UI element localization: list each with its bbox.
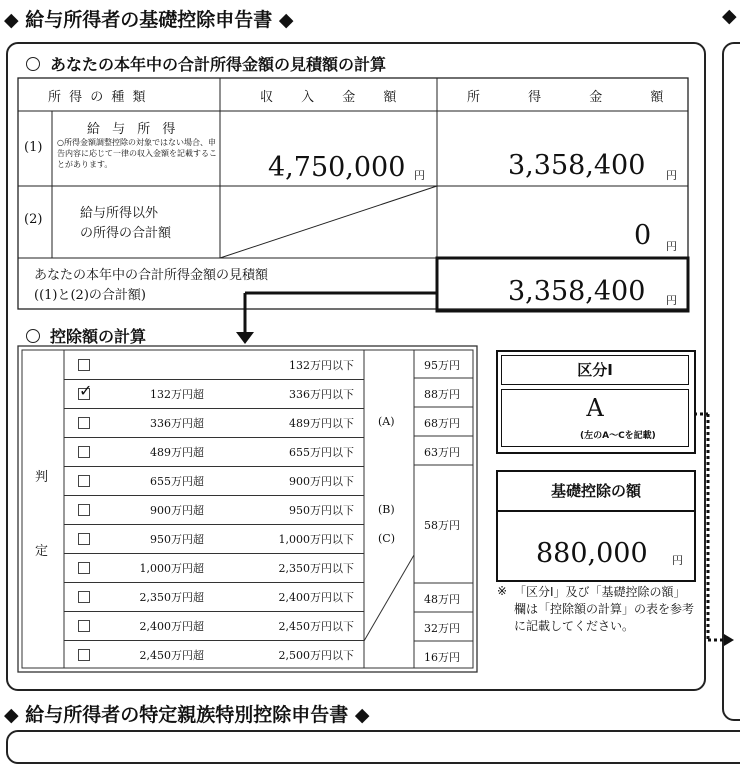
total-label: あなたの本年中の合計所得金額の見積額: [34, 268, 269, 283]
bracket-to: 2,450万円以下: [278, 620, 354, 633]
row1-number: (1): [24, 140, 43, 155]
row2-number: (2): [24, 212, 43, 227]
total-label-2: ((1)と(2)の合計額): [34, 288, 146, 303]
row2-label: 給与所得以外: [80, 206, 159, 221]
group-a-label: (A): [378, 415, 395, 428]
bracket-to: 1,000万円以下: [278, 533, 354, 546]
kubun-value: A: [586, 394, 604, 422]
yen-unit: 円: [666, 240, 677, 253]
group-b-label: (B): [378, 503, 395, 516]
amount-cell: 63万円: [424, 446, 460, 459]
bracket-from: 2,450万円超: [139, 649, 204, 662]
row1-note: ○所得金額調整控除の対象ではない場合、申告内容に応じて一律の収入金額を記載することがあります。: [57, 138, 217, 169]
judgment-label-1: 判: [35, 470, 49, 485]
bracket-to: 132万円以下: [289, 359, 354, 372]
bracket-to: 489万円以下: [289, 417, 354, 430]
bracket-from: 2,350万円超: [139, 591, 204, 604]
yen-unit: 円: [414, 169, 425, 182]
yen-unit: 円: [672, 554, 683, 567]
check-mark: ✓: [79, 381, 93, 400]
col-header-type: 所 得 の 種 類: [48, 90, 148, 105]
deduction-section-title: 控除額の計算: [26, 324, 146, 347]
kubun-note: (左のA～Cを記載): [580, 431, 656, 441]
bracket-to: 336万円以下: [289, 388, 354, 401]
second-form-title: ◆ 給与所得者の特定親族特別控除申告書 ◆: [4, 704, 370, 726]
bracket-from: 2,400万円超: [139, 620, 204, 633]
col-header-income: 収 入 金 額: [260, 90, 409, 105]
row2-label-2: の所得の合計額: [80, 226, 172, 241]
bracket-from: 336万円超: [150, 417, 204, 430]
col-header-amount: 所 得 金 額: [467, 90, 686, 105]
footnote-mark: ※: [497, 584, 508, 598]
income-section-title: あなたの本年中の合計所得金額の見積額の計算: [26, 52, 386, 75]
bracket-to: 2,400万円以下: [278, 591, 354, 604]
judgment-label-2: 定: [35, 544, 49, 559]
amount-cell: 16万円: [424, 651, 460, 664]
row1-amount-value: 3,358,400: [508, 150, 646, 181]
bracket-from: 132万円超: [150, 388, 204, 401]
yen-unit: 円: [666, 169, 677, 182]
basic-deduction-title: 基礎控除の額: [498, 472, 694, 512]
row1-income-value: 4,750,000: [268, 152, 406, 183]
bracket-from: 950万円超: [150, 533, 204, 546]
row2-amount-value: 0: [634, 220, 652, 251]
bracket-from: 1,000万円超: [139, 562, 204, 575]
amount-cell: 95万円: [424, 359, 460, 372]
bracket-to: 900万円以下: [289, 475, 354, 488]
page-title: ◆ 給与所得者の基礎控除申告書 ◆: [4, 9, 294, 31]
amount-cell: 48万円: [424, 593, 460, 606]
bracket-from: 900万円超: [150, 504, 204, 517]
right-diamond: ◆: [722, 5, 737, 27]
row1-label: 給 与 所 得: [87, 122, 180, 137]
amount-cell: 68万円: [424, 417, 460, 430]
amount-cell: 58万円: [424, 519, 460, 532]
bracket-from: 655万円超: [150, 475, 204, 488]
footnote-text: 「区分Ⅰ」及び「基礎控除の額」欄は「控除額の計算」の表を参考に記載してください。: [514, 585, 695, 633]
amount-cell: 32万円: [424, 622, 460, 635]
bracket-to: 655万円以下: [289, 446, 354, 459]
basic-deduction-value: 880,000: [536, 538, 648, 569]
yen-unit: 円: [666, 294, 677, 307]
bracket-to: 2,500万円以下: [278, 649, 354, 662]
group-c-label: (C): [378, 532, 395, 545]
total-amount-value: 3,358,400: [508, 276, 646, 307]
kubun-title: 区分Ⅰ: [501, 355, 689, 385]
bracket-from: 489万円超: [150, 446, 204, 459]
bracket-to: 2,350万円以下: [278, 562, 354, 575]
bracket-to: 950万円以下: [289, 504, 354, 517]
amount-cell: 88万円: [424, 388, 460, 401]
